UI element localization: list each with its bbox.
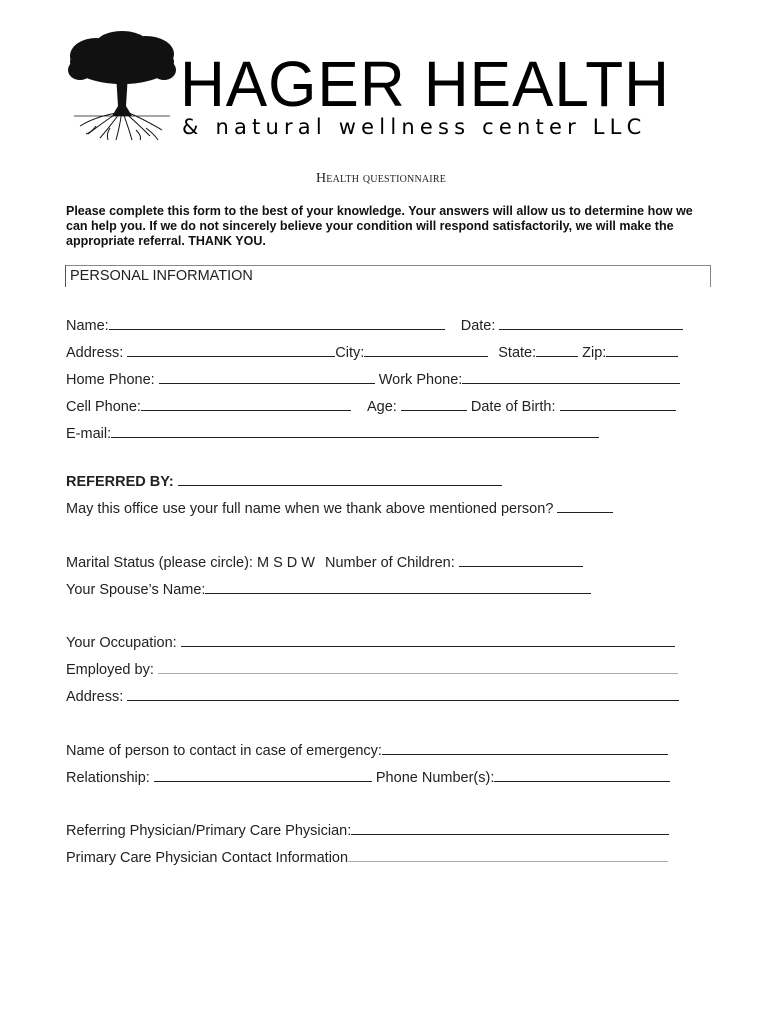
referred-by-field[interactable] (178, 471, 502, 486)
marital-row (66, 552, 583, 571)
employer-row (66, 659, 678, 678)
cell-row (66, 396, 676, 415)
relationship-label: Relationship: (66, 770, 150, 786)
thank-question-label: May this office use your full name when we thank above mentioned person? (66, 501, 554, 517)
referring-physician-field[interactable] (351, 820, 669, 835)
employer-address-label: Address: (66, 689, 124, 705)
zip-field[interactable] (606, 342, 678, 357)
employed-by-field[interactable] (158, 659, 678, 674)
age-field[interactable] (401, 396, 467, 411)
employer-address-row (66, 686, 679, 705)
employer-address-field[interactable] (127, 686, 679, 701)
section-title: PERSONAL INFORMATION (70, 268, 253, 284)
work-phone-label: Work Phone: (378, 372, 463, 388)
occupation-row (66, 632, 675, 651)
address-label: Address: (66, 345, 124, 361)
brand-name: HAGER HEALTH (180, 48, 670, 120)
children-label: Number of Children: (324, 555, 455, 571)
occupation-field[interactable] (181, 632, 675, 647)
date-field[interactable] (499, 315, 683, 330)
thank-row (66, 498, 613, 517)
address-row (66, 342, 678, 361)
address-field[interactable] (127, 342, 335, 357)
referred-by-label: REFERRED BY: (66, 474, 174, 490)
referring-physician-label: Referring Physician/Primary Care Physician: (66, 823, 352, 839)
work-phone-field[interactable] (462, 369, 680, 384)
name-label: Name: (66, 318, 109, 334)
city-label: City: (335, 345, 365, 361)
thank-answer-field[interactable] (557, 498, 613, 513)
form-title: Health questionnaire (316, 171, 447, 186)
date-label: Date: (460, 318, 496, 334)
tree-icon (66, 30, 178, 142)
emergency-row (66, 740, 668, 759)
email-field[interactable] (111, 423, 599, 438)
email-label: E-mail: (66, 426, 112, 442)
home-phone-label: Home Phone: (66, 372, 155, 388)
phone-numbers-field[interactable] (494, 767, 670, 782)
emergency-contact-field[interactable] (382, 740, 668, 755)
dob-label: Date of Birth: (470, 399, 556, 415)
dob-field[interactable] (560, 396, 676, 411)
state-field[interactable] (536, 342, 578, 357)
emergency-contact-label: Name of person to contact in case of emergency: (66, 743, 382, 759)
spouse-field[interactable] (205, 579, 591, 594)
state-label: State: (498, 345, 537, 361)
pcp-contact-label: Primary Care Physician Contact Information (66, 850, 349, 866)
relationship-row (66, 767, 670, 786)
physician-row (66, 820, 669, 839)
referred-row (66, 471, 502, 490)
age-label: Age: (366, 399, 397, 415)
name-row (66, 315, 683, 334)
children-field[interactable] (459, 552, 583, 567)
cell-phone-field[interactable] (141, 396, 351, 411)
phone-row (66, 369, 680, 388)
brand-tagline: & natural wellness center LLC (182, 115, 647, 139)
pcp-contact-field[interactable] (348, 847, 668, 862)
employed-by-label: Employed by: (66, 662, 154, 678)
city-field[interactable] (364, 342, 488, 357)
phone-numbers-label: Phone Number(s): (375, 770, 495, 786)
occupation-label: Your Occupation: (66, 635, 177, 651)
zip-label: Zip: (582, 345, 607, 361)
cell-phone-label: Cell Phone: (66, 399, 141, 415)
pcp-contact-row (66, 847, 668, 866)
relationship-field[interactable] (154, 767, 372, 782)
intro-text: Please complete this form to the best of your knowledge. Your answers will allow us to determine how we can help you. If we do not sincerely believe your condition will respond satisfactorily, we will make the appropriate referral. THANK YOU. (66, 204, 693, 248)
spouse-label: Your Spouse’s Name: (66, 582, 206, 598)
home-phone-field[interactable] (159, 369, 375, 384)
marital-status-label: Marital Status (please circle): M S D W (66, 555, 315, 571)
email-row (66, 423, 599, 442)
spouse-row (66, 579, 591, 598)
name-field[interactable] (109, 315, 445, 330)
